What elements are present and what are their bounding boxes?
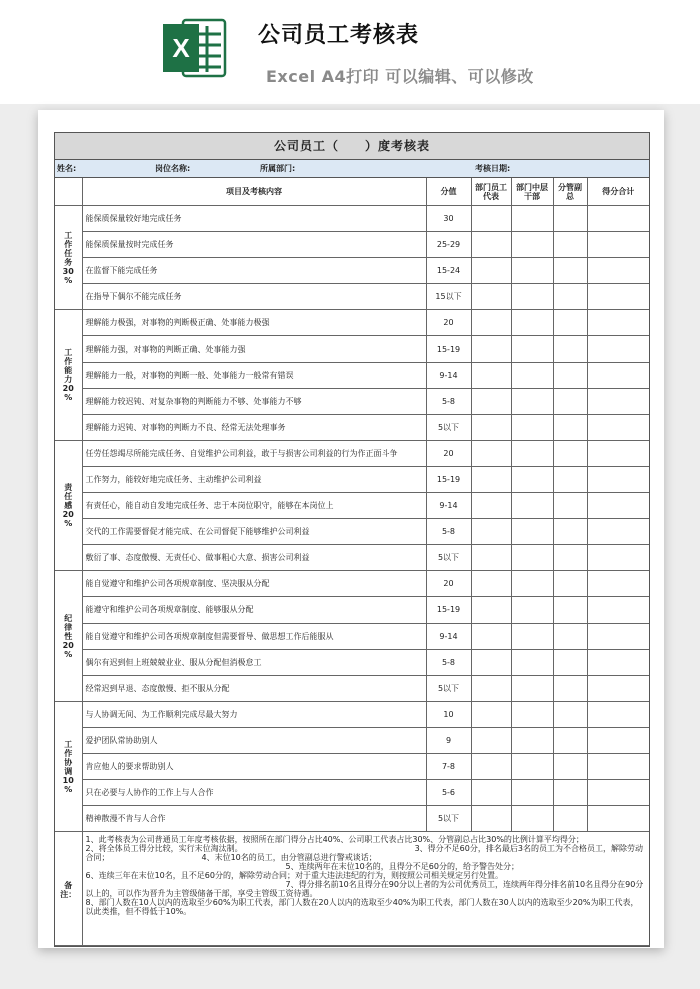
- mid-input-cell[interactable]: [511, 493, 553, 519]
- total-input-cell[interactable]: [587, 258, 649, 284]
- criteria-cell: 敷衍了事、态度傲慢、无责任心、做事粗心大意、损害公司利益: [82, 545, 426, 571]
- criteria-cell: 精神散漫不肯与人合作: [82, 806, 426, 832]
- deputy-input-cell[interactable]: [553, 519, 587, 545]
- category-cell: 责 任 感 20 %: [55, 440, 82, 570]
- total-input-cell[interactable]: [587, 571, 649, 597]
- total-input-cell[interactable]: [587, 284, 649, 310]
- table-row: [55, 466, 649, 492]
- category-cell: 工 作 能 力 20 %: [55, 310, 82, 440]
- rep-input-cell[interactable]: [471, 545, 511, 571]
- table-row: [55, 284, 649, 310]
- rep-input-cell[interactable]: [471, 310, 511, 336]
- score-cell: 15-19: [426, 336, 471, 362]
- table-row: [55, 727, 649, 753]
- header-blank: [55, 178, 82, 206]
- table-row: [55, 780, 649, 806]
- score-cell: 5以下: [426, 545, 471, 571]
- score-cell: 5-8: [426, 519, 471, 545]
- criteria-cell: 能保质保量按时完成任务: [82, 232, 426, 258]
- table-row: [55, 310, 649, 336]
- deputy-input-cell[interactable]: [553, 753, 587, 779]
- mid-input-cell[interactable]: [511, 440, 553, 466]
- rep-input-cell[interactable]: [471, 780, 511, 806]
- table-row: [55, 649, 649, 675]
- criteria-cell: 偶尔有迟到但上班兢兢业业、服从分配但消极怠工: [82, 649, 426, 675]
- deputy-input-cell[interactable]: [553, 675, 587, 701]
- rep-input-cell[interactable]: [471, 623, 511, 649]
- mid-input-cell[interactable]: [511, 571, 553, 597]
- deputy-input-cell[interactable]: [553, 440, 587, 466]
- deputy-input-cell[interactable]: [553, 649, 587, 675]
- rep-input-cell[interactable]: [471, 701, 511, 727]
- criteria-cell: 理解能力迟钝、对事物的判断力不良、经常无法处理事务: [82, 414, 426, 440]
- deputy-input-cell[interactable]: [553, 388, 587, 414]
- mid-input-cell[interactable]: [511, 206, 553, 232]
- total-input-cell[interactable]: [587, 649, 649, 675]
- rep-input-cell[interactable]: [471, 284, 511, 310]
- mid-input-cell[interactable]: [511, 466, 553, 492]
- total-input-cell[interactable]: [587, 701, 649, 727]
- rep-input-cell[interactable]: [471, 258, 511, 284]
- score-cell: 9-14: [426, 493, 471, 519]
- header-score: 分值: [426, 178, 471, 206]
- date-label: 考核日期:: [475, 164, 511, 173]
- mid-input-cell[interactable]: [511, 753, 553, 779]
- assessment-table: [55, 178, 649, 946]
- total-input-cell[interactable]: [587, 519, 649, 545]
- total-input-cell[interactable]: [587, 466, 649, 492]
- deputy-input-cell[interactable]: [553, 310, 587, 336]
- rep-input-cell[interactable]: [471, 232, 511, 258]
- score-cell: 15以下: [426, 284, 471, 310]
- criteria-cell: 工作努力，能较好地完成任务、主动维护公司利益: [82, 466, 426, 492]
- deputy-input-cell[interactable]: [553, 597, 587, 623]
- score-cell: 20: [426, 571, 471, 597]
- rep-input-cell[interactable]: [471, 727, 511, 753]
- info-row: [55, 160, 649, 178]
- rep-input-cell[interactable]: [471, 519, 511, 545]
- banner: [0, 0, 700, 104]
- total-input-cell[interactable]: [587, 623, 649, 649]
- mid-input-cell[interactable]: [511, 727, 553, 753]
- rep-input-cell[interactable]: [471, 414, 511, 440]
- deputy-input-cell[interactable]: [553, 493, 587, 519]
- banner-subtitle: Excel A4打印 可以编辑、可以修改: [266, 67, 534, 86]
- total-input-cell[interactable]: [587, 780, 649, 806]
- table-row: [55, 753, 649, 779]
- deputy-input-cell[interactable]: [553, 806, 587, 832]
- criteria-cell: 只在必要与人协作的工作上与人合作: [82, 780, 426, 806]
- mid-input-cell[interactable]: [511, 806, 553, 832]
- position-label: 岗位名称:: [155, 164, 191, 173]
- deputy-input-cell[interactable]: [553, 466, 587, 492]
- header-row: [55, 178, 649, 206]
- mid-input-cell[interactable]: [511, 388, 553, 414]
- criteria-cell: 理解能力极强，对事物的判断极正确、处事能力极强: [82, 310, 426, 336]
- criteria-cell: 在监督下能完成任务: [82, 258, 426, 284]
- table-row: [55, 362, 649, 388]
- table-row: [55, 675, 649, 701]
- mid-input-cell[interactable]: [511, 597, 553, 623]
- rep-input-cell[interactable]: [471, 597, 511, 623]
- total-input-cell[interactable]: [587, 362, 649, 388]
- score-cell: 9-14: [426, 623, 471, 649]
- total-input-cell[interactable]: [587, 675, 649, 701]
- mid-input-cell[interactable]: [511, 362, 553, 388]
- score-cell: 15-19: [426, 466, 471, 492]
- deputy-input-cell[interactable]: [553, 623, 587, 649]
- deputy-input-cell[interactable]: [553, 232, 587, 258]
- table-row: [55, 519, 649, 545]
- criteria-cell: 理解能力一般，对事物的判断一般、处事能力一般常有错误: [82, 362, 426, 388]
- total-input-cell[interactable]: [587, 727, 649, 753]
- total-input-cell[interactable]: [587, 545, 649, 571]
- score-cell: 30: [426, 206, 471, 232]
- notes-label: 备注：: [55, 832, 82, 946]
- criteria-cell: 经常迟到早退、态度傲慢、拒不服从分配: [82, 675, 426, 701]
- deputy-input-cell[interactable]: [553, 206, 587, 232]
- logo-letter: X: [172, 33, 190, 63]
- deputy-input-cell[interactable]: [553, 545, 587, 571]
- total-input-cell[interactable]: [587, 388, 649, 414]
- header-deputy: 分管副总: [553, 178, 587, 206]
- score-cell: 7-8: [426, 753, 471, 779]
- mid-input-cell[interactable]: [511, 310, 553, 336]
- score-cell: 9-14: [426, 362, 471, 388]
- score-cell: 25-29: [426, 232, 471, 258]
- table-row: [55, 440, 649, 466]
- total-input-cell[interactable]: [587, 753, 649, 779]
- score-cell: 5以下: [426, 806, 471, 832]
- score-cell: 15-19: [426, 597, 471, 623]
- deputy-input-cell[interactable]: [553, 727, 587, 753]
- total-input-cell[interactable]: [587, 440, 649, 466]
- table-row: [55, 701, 649, 727]
- rep-input-cell[interactable]: [471, 336, 511, 362]
- form-title: 公司员工（ ）度考核表: [55, 133, 649, 160]
- table-row: [55, 806, 649, 832]
- score-cell: 20: [426, 440, 471, 466]
- department-label: 所属部门:: [260, 164, 296, 173]
- deputy-input-cell[interactable]: [553, 701, 587, 727]
- total-input-cell[interactable]: [587, 597, 649, 623]
- score-cell: 5以下: [426, 414, 471, 440]
- spreadsheet-page: [38, 110, 664, 948]
- deputy-input-cell[interactable]: [553, 362, 587, 388]
- header-total: 得分合计: [587, 178, 649, 206]
- score-cell: 10: [426, 701, 471, 727]
- criteria-cell: 交代的工作需要督促才能完成、在公司督促下能够维护公司利益: [82, 519, 426, 545]
- total-input-cell[interactable]: [587, 206, 649, 232]
- table-row: [55, 206, 649, 232]
- rep-input-cell[interactable]: [471, 388, 511, 414]
- total-input-cell[interactable]: [587, 806, 649, 832]
- mid-input-cell[interactable]: [511, 519, 553, 545]
- deputy-input-cell[interactable]: [553, 780, 587, 806]
- table-row: [55, 232, 649, 258]
- mid-input-cell[interactable]: [511, 649, 553, 675]
- header-mid: 部门中层干部: [511, 178, 553, 206]
- mid-input-cell[interactable]: [511, 232, 553, 258]
- rep-input-cell[interactable]: [471, 466, 511, 492]
- mid-input-cell[interactable]: [511, 336, 553, 362]
- deputy-input-cell[interactable]: [553, 414, 587, 440]
- criteria-cell: 能自觉遵守和维护公司各项规章制度、坚决服从分配: [82, 571, 426, 597]
- table-row: [55, 336, 649, 362]
- rep-input-cell[interactable]: [471, 493, 511, 519]
- table-row: [55, 571, 649, 597]
- score-cell: 9: [426, 727, 471, 753]
- table-row: [55, 388, 649, 414]
- score-cell: 5-8: [426, 388, 471, 414]
- deputy-input-cell[interactable]: [553, 571, 587, 597]
- table-row: [55, 493, 649, 519]
- category-cell: 纪 律 性 20 %: [55, 571, 82, 701]
- rep-input-cell[interactable]: [471, 649, 511, 675]
- deputy-input-cell[interactable]: [553, 258, 587, 284]
- criteria-cell: 肯应他人的要求帮助别人: [82, 753, 426, 779]
- table-row: [55, 258, 649, 284]
- score-cell: 15-24: [426, 258, 471, 284]
- deputy-input-cell[interactable]: [553, 284, 587, 310]
- header-item: 项目及考核内容: [82, 178, 426, 206]
- header-rep: 部门员工代表: [471, 178, 511, 206]
- score-cell: 5-6: [426, 780, 471, 806]
- mid-input-cell[interactable]: [511, 545, 553, 571]
- mid-input-cell[interactable]: [511, 623, 553, 649]
- mid-input-cell[interactable]: [511, 284, 553, 310]
- rep-input-cell[interactable]: [471, 206, 511, 232]
- criteria-cell: 有责任心，能自动自发地完成任务、忠于本岗位职守，能够在本岗位上: [82, 493, 426, 519]
- notes-text: 1、此考核表为公司普通员工年度考核依据，按照所在部门得分占比40%、公司职工代表占比30%、分管副总占比30%的比例计算平均得分； 2、将全体员工得分比较，实行末位淘汰制。 3、得分不足60分，排名最后3名的员工为不合格员工，解除劳动合同； 4、末位10名的员工，由分管副总进行警戒谈话； 5、连续两年在末位10名的，且得分不足60分的，给予警告处分； 6、连续三年在末位10名，且不足60分的，解除劳动合同；对于重大违法违纪的行为，则按照公司相关规定另行处置。 7、得分排名前10名且得分在90分以上者的为公司优秀员工，连续两年得分排名前10名且得分在90分以上的，可以作为晋升为主管级储备干部，享受主管级工资待遇。 8、部门人数在10人以内的选取至少60%为职工代表，部门人数在20人以内的选取至少40%为职工代表，部门人数在30人以内的选取至少20%为职工代表，以此类推，但不得低于10%。: [82, 832, 649, 946]
- deputy-input-cell[interactable]: [553, 336, 587, 362]
- mid-input-cell[interactable]: [511, 701, 553, 727]
- score-cell: 20: [426, 310, 471, 336]
- table-row: [55, 597, 649, 623]
- score-cell: 5-8: [426, 649, 471, 675]
- table-row: [55, 623, 649, 649]
- rep-input-cell[interactable]: [471, 753, 511, 779]
- criteria-cell: 在指导下偶尔不能完成任务: [82, 284, 426, 310]
- table-row: [55, 545, 649, 571]
- total-input-cell[interactable]: [587, 310, 649, 336]
- mid-input-cell[interactable]: [511, 414, 553, 440]
- table-row: [55, 414, 649, 440]
- criteria-cell: 任劳任怨竭尽所能完成任务、自觉维护公司利益，敢于与损害公司利益的行为作正面斗争: [82, 440, 426, 466]
- criteria-cell: 理解能力强，对事物的判断正确、处事能力强: [82, 336, 426, 362]
- notes-row: [55, 832, 649, 946]
- criteria-cell: 爱护团队常协助别人: [82, 727, 426, 753]
- criteria-cell: 与人协调无间、为工作顺利完成尽最大努力: [82, 701, 426, 727]
- total-input-cell[interactable]: [587, 493, 649, 519]
- criteria-cell: 能遵守和维护公司各项规章制度、能够服从分配: [82, 597, 426, 623]
- rep-input-cell[interactable]: [471, 806, 511, 832]
- mid-input-cell[interactable]: [511, 675, 553, 701]
- banner-title: 公司员工考核表: [258, 23, 420, 48]
- total-input-cell[interactable]: [587, 232, 649, 258]
- mid-input-cell[interactable]: [511, 258, 553, 284]
- rep-input-cell[interactable]: [471, 440, 511, 466]
- category-cell: 工 作 任 务 30 %: [55, 206, 82, 310]
- rep-input-cell[interactable]: [471, 362, 511, 388]
- criteria-cell: 能自觉遵守和维护公司各项规章制度但需要督导、做思想工作后能服从: [82, 623, 426, 649]
- score-cell: 5以下: [426, 675, 471, 701]
- total-input-cell[interactable]: [587, 414, 649, 440]
- total-input-cell[interactable]: [587, 336, 649, 362]
- criteria-cell: 理解能力较迟钝、对复杂事物的判断能力不够、处事能力不够: [82, 388, 426, 414]
- name-label: 姓名:: [57, 164, 77, 173]
- criteria-cell: 能保质保量较好地完成任务: [82, 206, 426, 232]
- category-cell: 工 作 协 调 10 %: [55, 701, 82, 831]
- mid-input-cell[interactable]: [511, 780, 553, 806]
- excel-logo-icon: [163, 14, 227, 82]
- assessment-form: [54, 132, 650, 947]
- rep-input-cell[interactable]: [471, 571, 511, 597]
- rep-input-cell[interactable]: [471, 675, 511, 701]
